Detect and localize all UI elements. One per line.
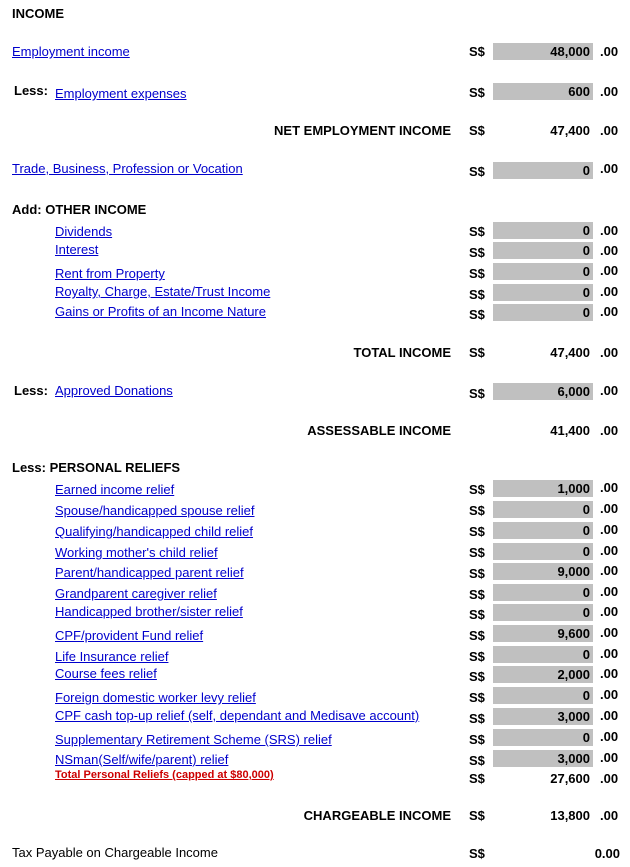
royalty-field[interactable]: 0 <box>493 284 593 301</box>
total-income-label: TOTAL INCOME <box>353 345 451 360</box>
cents-label: .00 <box>600 123 619 138</box>
cents-label: .00 <box>600 383 619 398</box>
cents-label: .00 <box>600 44 619 59</box>
cents-label: .00 <box>600 771 619 786</box>
relief-earned-income-link[interactable]: Earned income relief <box>55 482 175 497</box>
personal-reliefs-heading: Less: PERSONAL RELIEFS <box>12 460 181 475</box>
currency-label: S$ <box>469 482 485 497</box>
currency-label: S$ <box>469 345 485 360</box>
relief-spouse-field[interactable]: 0 <box>493 501 593 518</box>
relief-sibling-link[interactable]: Handicapped brother/sister relief <box>55 604 243 619</box>
relief-child-link[interactable]: Qualifying/handicapped child relief <box>55 524 254 539</box>
relief-cpf-field[interactable]: 9,600 <box>493 625 593 642</box>
currency-label: S$ <box>469 669 485 684</box>
dividends-link[interactable]: Dividends <box>55 224 113 239</box>
relief-child-field[interactable]: 0 <box>493 522 593 539</box>
currency-label: S$ <box>469 649 485 664</box>
currency-label: S$ <box>469 771 485 786</box>
employment-expenses-link[interactable]: Employment expenses <box>55 86 187 101</box>
cents-label: .00 <box>600 563 619 578</box>
cents-label: .00 <box>600 345 619 360</box>
currency-label: S$ <box>469 524 485 539</box>
relief-life-insurance-field[interactable]: 0 <box>493 646 593 663</box>
cents-label: .00 <box>600 604 619 619</box>
cents-label: .00 <box>600 729 619 744</box>
relief-nsman-field[interactable]: 3,000 <box>493 750 593 767</box>
net-employment-income-label: NET EMPLOYMENT INCOME <box>274 123 451 138</box>
approved-donations-field[interactable]: 6,000 <box>493 383 593 400</box>
interest-link[interactable]: Interest <box>55 242 99 257</box>
relief-sibling-field[interactable]: 0 <box>493 604 593 621</box>
relief-spouse-link[interactable]: Spouse/handicapped spouse relief <box>55 503 255 518</box>
cents-label: .00 <box>600 423 619 438</box>
relief-srs-field[interactable]: 0 <box>493 729 593 746</box>
relief-parent-link[interactable]: Parent/handicapped parent relief <box>55 565 244 580</box>
gains-link[interactable]: Gains or Profits of an Income Nature <box>55 304 266 319</box>
currency-label: S$ <box>469 607 485 622</box>
cents-label: .00 <box>600 750 619 765</box>
relief-working-mother-field[interactable]: 0 <box>493 543 593 560</box>
currency-label: S$ <box>469 164 485 179</box>
cents-label: .00 <box>600 646 619 661</box>
assessable-income-value: 41,400 <box>550 423 590 438</box>
cents-label: .00 <box>600 522 619 537</box>
relief-course-fees-link[interactable]: Course fees relief <box>55 666 157 681</box>
currency-label: S$ <box>469 287 485 302</box>
cents-label: .00 <box>600 304 619 319</box>
total-personal-reliefs-label: Total Personal Reliefs (capped at $80,000) <box>55 769 274 781</box>
relief-cpf-link[interactable]: CPF/provident Fund relief <box>55 628 204 643</box>
total-personal-reliefs-value: 27,600 <box>550 771 590 786</box>
royalty-link[interactable]: Royalty, Charge, Estate/Trust Income <box>55 284 271 299</box>
relief-parent-field[interactable]: 9,000 <box>493 563 593 580</box>
currency-label: S$ <box>469 224 485 239</box>
gains-field[interactable]: 0 <box>493 304 593 321</box>
tax-payable-value: 0.00 <box>594 846 620 861</box>
currency-label: S$ <box>469 85 485 100</box>
currency-label: S$ <box>469 753 485 768</box>
trade-business-field[interactable]: 0 <box>493 162 593 179</box>
approved-donations-link[interactable]: Approved Donations <box>55 383 173 398</box>
cents-label: .00 <box>600 687 619 702</box>
net-employment-income-value: 47,400 <box>550 123 590 138</box>
currency-label: S$ <box>469 846 485 861</box>
cents-label: .00 <box>600 84 619 99</box>
currency-label: S$ <box>469 732 485 747</box>
relief-earned-income-field[interactable]: 1,000 <box>493 480 593 497</box>
cents-label: .00 <box>600 284 619 299</box>
currency-label: S$ <box>469 545 485 560</box>
total-income-value: 47,400 <box>550 345 590 360</box>
cents-label: .00 <box>600 243 619 258</box>
employment-expenses-field[interactable]: 600 <box>493 83 593 100</box>
currency-label: S$ <box>469 123 485 138</box>
relief-course-fees-field[interactable]: 2,000 <box>493 666 593 683</box>
cents-label: .00 <box>600 263 619 278</box>
chargeable-income-value: 13,800 <box>550 808 590 823</box>
cents-label: .00 <box>600 161 619 176</box>
relief-srs-link[interactable]: Supplementary Retirement Scheme (SRS) relief <box>55 732 332 747</box>
relief-nsman-link[interactable]: NSman(Self/wife/parent) relief <box>55 752 229 767</box>
cents-label: .00 <box>600 584 619 599</box>
cents-label: .00 <box>600 501 619 516</box>
relief-cpf-topup-link[interactable]: CPF cash top-up relief (self, dependant and Medisave account) <box>55 708 420 723</box>
relief-cpf-topup-field[interactable]: 3,000 <box>493 708 593 725</box>
currency-label: S$ <box>469 711 485 726</box>
less-label: Less: <box>14 383 48 398</box>
currency-label: S$ <box>469 266 485 281</box>
cents-label: .00 <box>600 480 619 495</box>
relief-grandparent-link[interactable]: Grandparent caregiver relief <box>55 586 217 601</box>
other-income-heading: Add: OTHER INCOME <box>12 202 147 217</box>
currency-label: S$ <box>469 808 485 823</box>
assessable-income-label: ASSESSABLE INCOME <box>307 423 451 438</box>
cents-label: .00 <box>600 708 619 723</box>
dividends-field[interactable]: 0 <box>493 222 593 239</box>
cents-label: .00 <box>600 808 619 823</box>
relief-working-mother-link[interactable]: Working mother's child relief <box>55 545 218 560</box>
chargeable-income-label: CHARGEABLE INCOME <box>303 808 451 823</box>
currency-label: S$ <box>469 307 485 322</box>
employment-income-field[interactable]: 48,000 <box>493 43 593 60</box>
income-heading: INCOME <box>12 6 64 21</box>
cents-label: .00 <box>600 666 619 681</box>
rent-link[interactable]: Rent from Property <box>55 266 165 281</box>
cents-label: .00 <box>600 625 619 640</box>
interest-field[interactable]: 0 <box>493 242 593 259</box>
relief-life-insurance-link[interactable]: Life Insurance relief <box>55 649 169 664</box>
less-label: Less: <box>14 83 48 98</box>
currency-label: S$ <box>469 44 485 59</box>
currency-label: S$ <box>469 245 485 260</box>
currency-label: S$ <box>469 503 485 518</box>
cents-label: .00 <box>600 223 619 238</box>
currency-label: S$ <box>469 587 485 602</box>
currency-label: S$ <box>469 566 485 581</box>
rent-field[interactable]: 0 <box>493 263 593 280</box>
cents-label: .00 <box>600 543 619 558</box>
currency-label: S$ <box>469 628 485 643</box>
employment-income-link[interactable]: Employment income <box>12 44 130 59</box>
trade-business-link[interactable]: Trade, Business, Profession or Vocation <box>12 161 243 176</box>
currency-label: S$ <box>469 690 485 705</box>
relief-foreign-worker-link[interactable]: Foreign domestic worker levy relief <box>55 690 256 705</box>
relief-grandparent-field[interactable]: 0 <box>493 584 593 601</box>
relief-foreign-worker-field[interactable]: 0 <box>493 687 593 704</box>
tax-payable-label: Tax Payable on Chargeable Income <box>12 845 218 860</box>
currency-label: S$ <box>469 386 485 401</box>
